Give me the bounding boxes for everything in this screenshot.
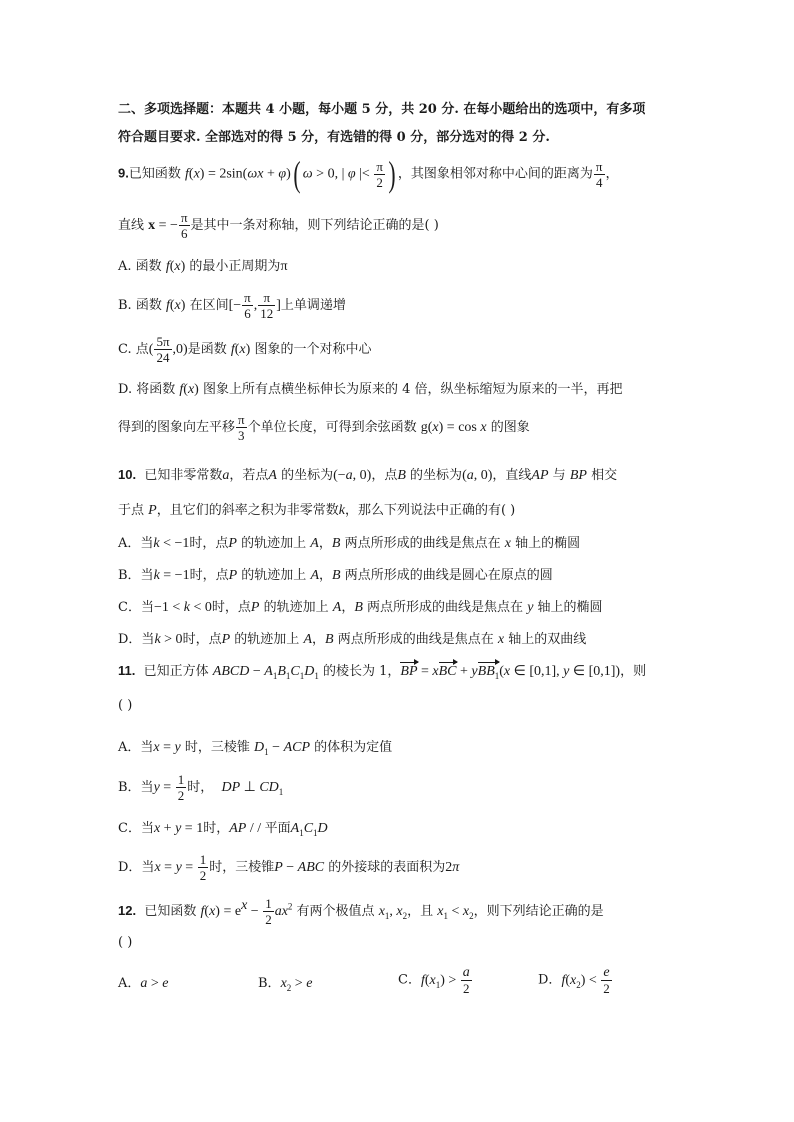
fraction: $\frac{\pi}{12}$ (260, 290, 274, 321)
question-number: 12. (118, 903, 137, 918)
question-9-option-d-line2: 得到的图象向左平移 $\frac{\pi}{3}$ 个单位长度，可得到余弦函数 g(x) = cos x 的图象 (118, 412, 530, 443)
question-11-option-c: C．当x + y = 1时，AP / / 平面$A_1C_1D$ (118, 821, 328, 838)
section-header-line2: 符合题目要求. 全部选对的得 5 分，有选错的得 0 分，部分选对的得 2 分. (118, 130, 550, 145)
question-11-option-b: B．当y = $\frac{1}{2}$ 时， DP ⊥ $CD_1$ (118, 772, 284, 803)
question-10-option-b: B．当k = −1时，点P 的轨迹加上 A，B 两点所形成的曲线是圆心在原点的圆 (118, 568, 553, 583)
fraction: $\frac{e}{2}$ (603, 965, 610, 996)
fraction: $\frac{1}{2}$ (177, 772, 185, 803)
fraction: $\frac{\pi}{6}$ (180, 210, 188, 241)
question-11-stem: 11. 已知正方体 ABCD − $A_1B_1C_1D_1$ 的棱长为 1，BP = xBC + yBB$_1$(x ∈ [0,1], y ∈ [0,1])，则 (118, 663, 647, 681)
formula: f(x) = 2sin(ωx + φ) (185, 166, 291, 182)
question-11-option-a: A．当x = y 时，三棱锥 $D_1$ − ACP 的体积为定值 (118, 740, 393, 757)
question-9-stem-line2: 直线 x = − $\frac{\pi}{6}$ 是其中一条对称轴，则下列结论正确的是( ) (118, 210, 439, 241)
question-12-option-a: A．a > e (118, 976, 169, 991)
question-10-stem: 10. 已知非零常数a，若点A 的坐标为(−a, 0)，点B 的坐标为(a, 0)，直线AP 与 BP 相交 (118, 467, 618, 483)
question-10-stem-line2: 于点 P，且它们的斜率之积为非零常数k，那么下列说法中正确的有( ) (118, 503, 516, 518)
section-header-line1: 二、多项选择题：本题共 4 小题，每小题 5 分，共 20 分. 在每小题给出的选项中，有多项 (118, 102, 646, 117)
question-9-option-a: A. 函数 f(x) 的最小正周期为π (118, 259, 288, 274)
question-9-option-d: D. 将函数 f(x) 图象上所有点横坐标伸长为原来的 4 倍，纵坐标缩短为原来的一半，再把 (118, 382, 623, 397)
question-12-option-d: D．$f(x_2)$ < $\frac{e}{2}$ (538, 965, 610, 996)
question-11-stem-line2: ( ) (118, 698, 133, 713)
fraction: $\frac{5\pi}{24}$ (156, 334, 170, 365)
fraction: $\frac{1}{2}$ (199, 852, 207, 883)
formula: x = − (148, 218, 178, 233)
question-10-option-d: D．当k > 0时，点P 的轨迹加上 A，B 两点所形成的曲线是焦点在 x 轴上的双曲线 (118, 632, 587, 647)
fraction: $\frac{\pi}{3}$ (238, 412, 245, 443)
question-number: 9. (118, 165, 129, 181)
fraction: $\frac{a}{2}$ (462, 965, 470, 996)
fraction: $\frac{\pi}{2}$ (376, 158, 383, 190)
question-12-option-b: B．$x_2 > e$ (258, 976, 313, 993)
fraction: $\frac{1}{2}$ (265, 896, 272, 927)
question-number: 11. (118, 663, 136, 678)
question-11-option-d: D．当x = y = $\frac{1}{2}$ 时，三棱锥P − ABC 的外接球的表面积为2π (118, 852, 460, 883)
question-12-stem: 12. 已知函数 $f(x) = e^x$ − $\frac{1}{2}$ $ax^2$ 有两个极值点 $x_1$, $x_2$，且 $x_1 < x_2$，则下列结论正确的是 (118, 896, 604, 927)
fraction: $\frac{\pi}{4}$ (595, 158, 603, 190)
question-12-option-c: C．$f(x_1)$ > $\frac{a}{2}$ (398, 965, 470, 996)
question-9-option-b: B. 函数 f(x) 在区间[− $\frac{\pi}{6}$ , $\frac{\pi}{12}$ ]上单调递增 (118, 290, 346, 321)
question-9-stem: 9.已知函数 f(x) = 2sin(ωx + φ)( ω > 0, | φ |< $\frac{\pi}{2}$ ) ，其图象相邻对称中心间的距离为 $\frac{\pi}{4}$ ， (118, 154, 619, 194)
question-10-option-a: A．当k < −1时，点P 的轨迹加上 A，B 两点所形成的曲线是焦点在 x 轴上的椭圆 (118, 536, 581, 551)
question-9-option-c: C. 点( $\frac{5\pi}{24}$ ,0)是函数 f(x) 图象的一个对称中心 (118, 334, 372, 365)
fraction: $\frac{\pi}{6}$ (244, 290, 251, 321)
question-number: 10. (118, 467, 137, 482)
question-10-option-c: C．当−1 < k < 0时，点P 的轨迹加上 A，B 两点所形成的曲线是焦点在 y 轴上的椭圆 (118, 600, 603, 615)
question-12-stem-line2: ( ) (118, 935, 133, 950)
